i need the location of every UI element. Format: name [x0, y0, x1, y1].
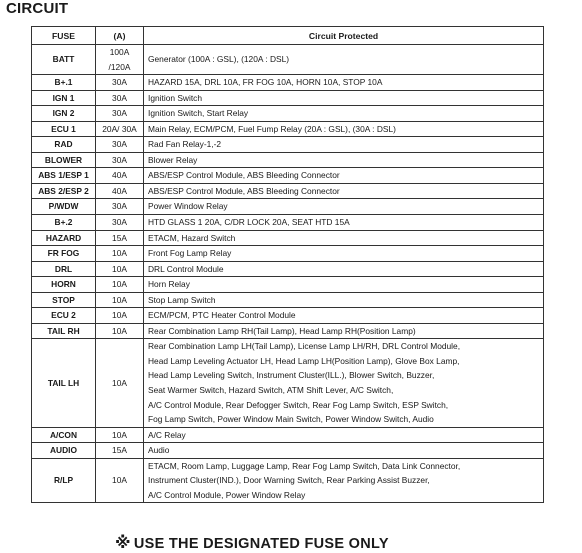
circuit-protected	[144, 215, 544, 231]
fuse-amperage	[96, 45, 144, 75]
amperage-line: /120A	[108, 61, 131, 72]
circuit-line: ETACM, Hazard Switch	[148, 232, 236, 243]
fuse-amperage	[96, 75, 144, 91]
table-row	[32, 137, 544, 153]
column-header-circuit: Circuit Protected	[144, 27, 544, 45]
amperage-line: 30A	[112, 217, 127, 228]
circuit-line: A/C Control Module, Power Window Relay	[148, 489, 306, 500]
fuse-name: ECU 2	[32, 308, 96, 324]
circuit-line: Head Lamp Leveling Actuator LH, Head Lamp LH(Position Lamp), Glove Box Lamp,	[148, 355, 460, 366]
amperage-line: 30A	[112, 201, 127, 212]
fuse-amperage	[96, 339, 144, 427]
table-row	[32, 277, 544, 293]
amperage-line: 10A	[112, 263, 127, 274]
fuse-name: BLOWER	[32, 152, 96, 168]
amperage-line: 15A	[112, 445, 127, 456]
circuit-line: Power Window Relay	[148, 201, 228, 212]
fuse-name: B+.2	[32, 215, 96, 231]
circuit-line: Rear Combination Lamp LH(Tail Lamp), License Lamp LH/RH, DRL Control Module,	[148, 341, 461, 352]
fuse-name: A/CON	[32, 427, 96, 443]
amperage-line: 30A	[112, 108, 127, 119]
circuit-line: Front Fog Lamp Relay	[148, 248, 232, 259]
fuse-name: P/WDW	[32, 199, 96, 215]
circuit-protected	[144, 261, 544, 277]
table-row	[32, 339, 544, 427]
circuit-protected	[144, 277, 544, 293]
fuse-amperage	[96, 458, 144, 503]
column-header-amperage: (A)	[96, 27, 144, 45]
circuit-protected	[144, 230, 544, 246]
fuse-amperage	[96, 277, 144, 293]
amperage-line: 100A	[109, 47, 130, 57]
circuit-line: Main Relay, ECM/PCM, Fuel Fump Relay (20A : GSL), (30A : DSL)	[148, 123, 396, 134]
fuse-amperage	[96, 323, 144, 339]
circuit-protected	[144, 121, 544, 137]
circuit-protected	[144, 90, 544, 106]
fuse-name: AUDIO	[32, 443, 96, 459]
fuse-amperage	[96, 308, 144, 324]
table-row	[32, 230, 544, 246]
table-row	[32, 106, 544, 122]
fuse-amperage	[96, 152, 144, 168]
circuit-protected	[144, 427, 544, 443]
fuse-amperage	[96, 106, 144, 122]
fuse-name: IGN 2	[32, 106, 96, 122]
table-row	[32, 458, 544, 503]
fuse-name: FR FOG	[32, 246, 96, 262]
section-heading: CIRCUIT	[6, 0, 69, 17]
amperage-line: 30A	[112, 92, 127, 103]
reference-mark-icon: ※	[115, 535, 131, 552]
circuit-line: A/C Relay	[148, 429, 186, 440]
circuit-line: ABS/ESP Control Module, ABS Bleeding Connector	[148, 185, 340, 196]
fuse-amperage	[96, 261, 144, 277]
circuit-protected	[144, 152, 544, 168]
circuit-line: Ignition Switch, Start Relay	[148, 108, 249, 119]
table-row	[32, 183, 544, 199]
table-row	[32, 427, 544, 443]
fuse-table	[31, 26, 544, 503]
amperage-line: 10A	[112, 429, 127, 440]
footer-notice	[115, 533, 389, 553]
table-row	[32, 199, 544, 215]
circuit-protected	[144, 443, 544, 459]
circuit-protected	[144, 308, 544, 324]
fuse-amperage	[96, 121, 144, 137]
fuse-amperage	[96, 246, 144, 262]
circuit-line: ABS/ESP Control Module, ABS Bleeding Connector	[148, 170, 340, 181]
amperage-line: 10A	[112, 294, 127, 305]
amperage-line: 30A	[112, 154, 127, 165]
circuit-line: Stop Lamp Switch	[148, 294, 216, 305]
circuit-line: Head Lamp Leveling Switch, Instrument Cluster(ILL.), Blower Switch, Buzzer,	[148, 370, 435, 381]
circuit-line: A/C Control Module, Rear Defogger Switch, Rear Fog Lamp Switch, ESP Switch,	[148, 399, 449, 410]
circuit-line: Seat Warmer Switch, Hazard Switch, ATM Shift Lever, A/C Switch,	[148, 385, 394, 396]
amperage-line: 10A	[112, 475, 127, 486]
table-row	[32, 168, 544, 184]
circuit-protected	[144, 199, 544, 215]
amperage-line: 10A	[112, 310, 127, 321]
footer-text: USE THE DESIGNATED FUSE ONLY	[133, 536, 389, 552]
column-header-fuse: FUSE	[32, 27, 96, 45]
circuit-protected	[144, 137, 544, 153]
fuse-name: B+.1	[32, 75, 96, 91]
table-row	[32, 246, 544, 262]
fuse-table-body	[32, 45, 544, 503]
fuse-name: STOP	[32, 292, 96, 308]
circuit-line: HAZARD 15A, DRL 10A, FR FOG 10A, HORN 10A, STOP 10A	[148, 77, 383, 88]
circuit-line: Rad Fan Relay-1,-2	[148, 139, 222, 150]
circuit-line: Instrument Cluster(IND.), Door Warning Switch, Rear Parking Assist Buzzer,	[148, 475, 430, 486]
fuse-name: IGN 1	[32, 90, 96, 106]
amperage-line: 20A/ 30A	[102, 123, 137, 134]
table-row	[32, 75, 544, 91]
circuit-protected	[144, 45, 544, 75]
fuse-amperage	[96, 230, 144, 246]
circuit-protected	[144, 168, 544, 184]
amperage-line: 10A	[112, 377, 127, 388]
table-row	[32, 215, 544, 231]
circuit-line: Blower Relay	[148, 154, 198, 165]
fuse-amperage	[96, 215, 144, 231]
fuse-amperage	[96, 168, 144, 184]
fuse-name: ABS 1/ESP 1	[32, 168, 96, 184]
circuit-line: DRL Control Module	[148, 263, 224, 274]
circuit-line: Fog Lamp Switch, Power Window Main Switch, Power Window Switch, Audio	[148, 414, 434, 425]
fuse-name: HORN	[32, 277, 96, 293]
fuse-name: TAIL RH	[32, 323, 96, 339]
table-row	[32, 292, 544, 308]
table-row	[32, 90, 544, 106]
circuit-line: Ignition Switch	[148, 92, 202, 103]
amperage-line: 30A	[112, 139, 127, 150]
circuit-line: Audio	[148, 445, 170, 456]
circuit-protected	[144, 106, 544, 122]
circuit-protected	[144, 323, 544, 339]
table-header-row	[32, 27, 544, 45]
table-row	[32, 323, 544, 339]
fuse-name: ABS 2/ESP 2	[32, 183, 96, 199]
fuse-name: R/LP	[32, 458, 96, 503]
fuse-amperage	[96, 90, 144, 106]
fuse-amperage	[96, 199, 144, 215]
table-row	[32, 443, 544, 459]
table-row	[32, 121, 544, 137]
amperage-line: 10A	[112, 248, 127, 259]
fuse-amperage	[96, 292, 144, 308]
amperage-line: 15A	[112, 232, 127, 243]
circuit-line: Horn Relay	[148, 279, 190, 290]
circuit-protected	[144, 246, 544, 262]
fuse-name: HAZARD	[32, 230, 96, 246]
fuse-name: TAIL LH	[32, 339, 96, 427]
amperage-line: 10A	[112, 279, 127, 290]
fuse-amperage	[96, 137, 144, 153]
amperage-line: 30A	[112, 77, 127, 88]
circuit-line: HTD GLASS 1 20A, C/DR LOCK 20A, SEAT HTD 15A	[148, 217, 350, 228]
amperage-line: 40A	[112, 170, 127, 181]
fuse-amperage	[96, 427, 144, 443]
circuit-protected	[144, 183, 544, 199]
amperage-line: 40A	[112, 185, 127, 196]
table-row	[32, 261, 544, 277]
fuse-name: RAD	[32, 137, 96, 153]
circuit-protected	[144, 292, 544, 308]
fuse-name: DRL	[32, 261, 96, 277]
circuit-line: ECM/PCM, PTC Heater Control Module	[148, 310, 296, 321]
amperage-line: 10A	[112, 325, 127, 336]
circuit-protected	[144, 75, 544, 91]
fuse-name: ECU 1	[32, 121, 96, 137]
circuit-protected	[144, 458, 544, 503]
fuse-amperage	[96, 183, 144, 199]
fuse-amperage	[96, 443, 144, 459]
table-row	[32, 308, 544, 324]
fuse-name: BATT	[32, 45, 96, 75]
circuit-protected	[144, 339, 544, 427]
table-row	[32, 45, 544, 75]
circuit-line: Generator (100A : GSL), (120A : DSL)	[148, 54, 290, 65]
circuit-line: Rear Combination Lamp RH(Tail Lamp), Head Lamp RH(Position Lamp)	[148, 325, 416, 336]
circuit-line: ETACM, Room Lamp, Luggage Lamp, Rear Fog Lamp Switch, Data Link Connector,	[148, 460, 461, 471]
table-row	[32, 152, 544, 168]
